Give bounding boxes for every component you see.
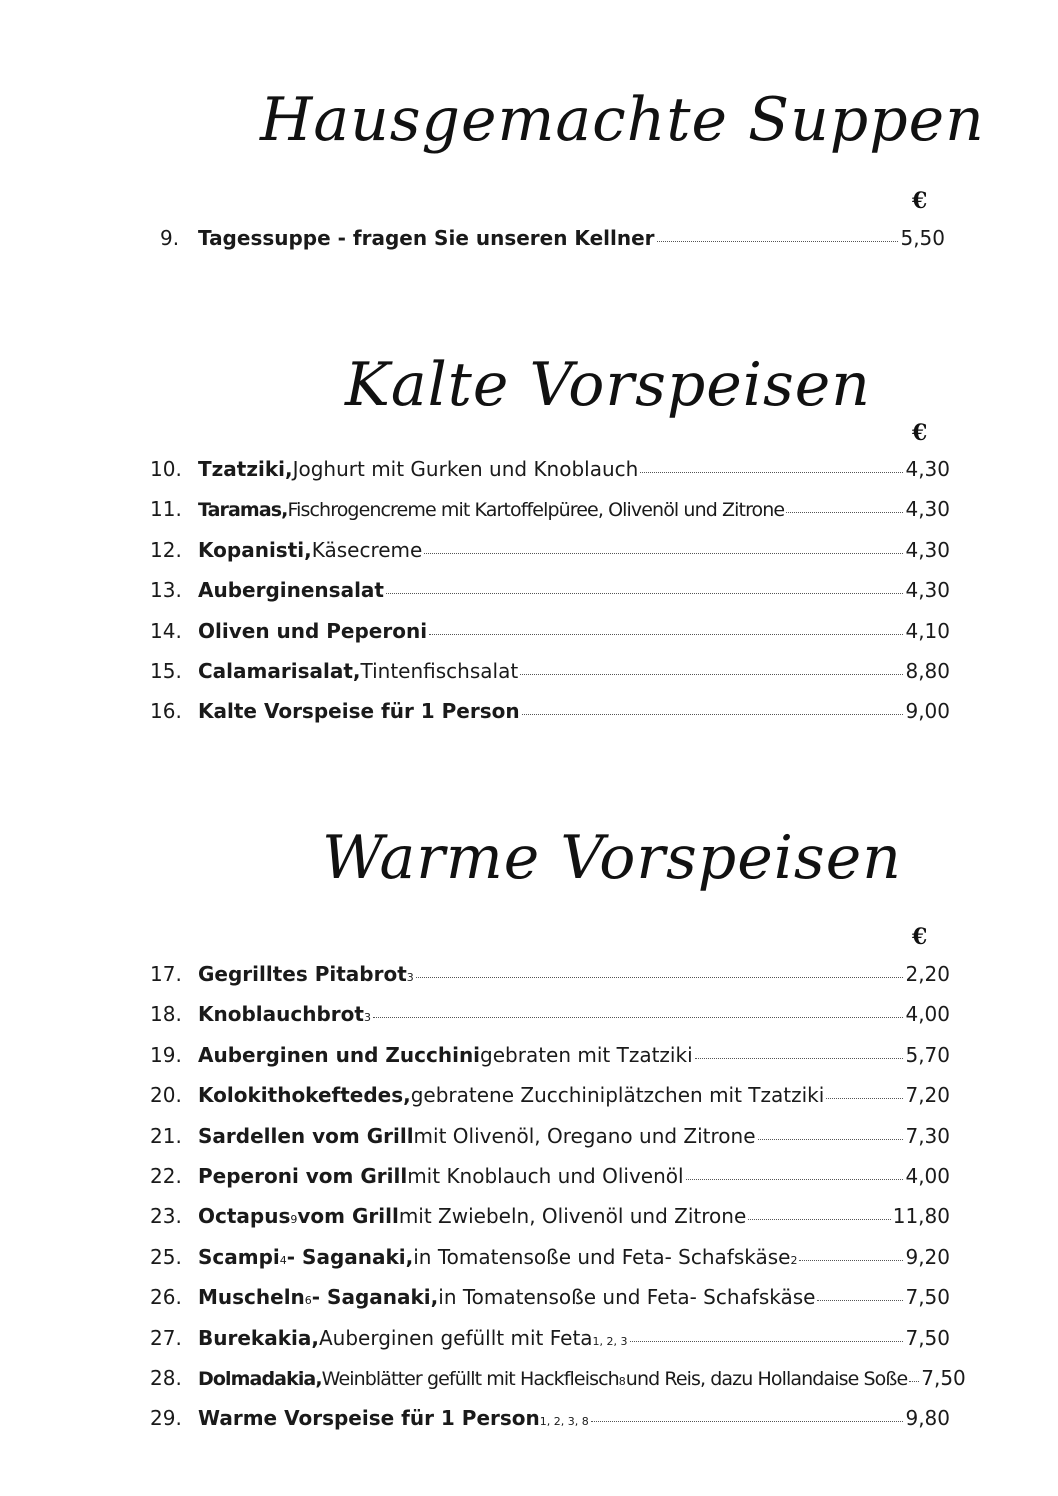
item-number: 15. [150, 658, 182, 683]
menu-item: 18. Knoblauchbrot 3 4,00 [150, 1002, 950, 1027]
item-price: 7,50 [921, 1365, 966, 1390]
item-name: Sardellen vom Grill [198, 1123, 414, 1148]
item-number: 21. [150, 1123, 182, 1148]
item-price: 8,80 [905, 658, 950, 683]
item-name: Oliven und Peperoni [198, 618, 428, 643]
dot-leader [695, 1058, 904, 1059]
section-title-warme: Warme Vorspeisen [322, 823, 902, 893]
menu-item: 26. Muscheln 6 - Saganaki, in Tomatensoße und Feta- Schafskäse 7,50 [150, 1285, 950, 1310]
item-price: 4,00 [905, 1002, 950, 1027]
item-description: Fischrogencreme mit Kartoffelpüree, Olivenöl und Zitrone [287, 499, 785, 522]
menu-item: 23. Octapus 9 vom Grill mit Zwiebeln, Olivenöl und Zitrone 11,80 [150, 1204, 950, 1229]
item-number: 20. [150, 1083, 182, 1108]
item-name: Calamarisalat, [198, 658, 361, 683]
item-description: Auberginen gefüllt mit Feta [318, 1325, 593, 1350]
dot-leader [429, 634, 903, 635]
dot-leader [758, 1139, 904, 1140]
item-description: mit Zwiebeln, Olivenöl und Zitrone [398, 1204, 747, 1229]
item-number: 12. [150, 537, 182, 562]
item-name: Gegrilltes Pitabrot [198, 962, 407, 986]
menu-item [150, 659, 950, 699]
menu-item [150, 1164, 950, 1204]
menu-item: 27. Burekakia, Auberginen gefüllt mit Feta 1, 2, 3 7,50 [150, 1325, 950, 1350]
item-description: Käsecreme [311, 537, 423, 562]
item-number: 29. [150, 1406, 182, 1431]
item-name: Knoblauchbrot [198, 1002, 364, 1027]
item-name-suffix: vom Grill [297, 1204, 399, 1229]
menu-item [150, 699, 950, 739]
item-price: 2,20 [905, 962, 950, 986]
item-name: Tagessuppe - fragen Sie unseren Kellner [198, 226, 655, 250]
dot-leader [786, 512, 903, 513]
item-description: mit Olivenöl, Oregano und Zitrone [413, 1123, 756, 1148]
currency-label: € [912, 924, 928, 950]
currency-label: € [912, 188, 928, 214]
dot-leader [520, 674, 903, 675]
item-name: Scampi [198, 1244, 280, 1269]
dot-leader [909, 1381, 919, 1382]
item-number: 18. [150, 1002, 182, 1027]
item-price: 7,50 [905, 1325, 950, 1350]
item-name: Dolmadakia, [198, 1367, 322, 1390]
item-description: Joghurt mit Gurken und Knoblauch [292, 457, 639, 481]
item-name: Peperoni vom Grill [198, 1163, 408, 1188]
item-price: 11,80 [892, 1204, 950, 1229]
item-name: Muscheln [198, 1285, 305, 1310]
item-price: 4,00 [905, 1163, 950, 1188]
item-price: 5,50 [900, 226, 945, 250]
currency-label: € [912, 420, 928, 446]
item-number: 22. [150, 1163, 182, 1188]
item-number: 13. [150, 578, 182, 603]
dot-leader [817, 1300, 903, 1301]
item-name: Kalte Vorspeise für 1 Person [198, 699, 520, 724]
dot-leader [386, 593, 903, 594]
section-title-kalte: Kalte Vorspeisen [345, 350, 871, 420]
dot-leader [686, 1179, 904, 1180]
item-name-suffix: - Saganaki, [286, 1244, 414, 1269]
item-name: Auberginen und Zucchini [198, 1042, 481, 1067]
menu-item: 17. Gegrilltes Pitabrot 3 2,20 [150, 962, 950, 986]
dot-leader [826, 1098, 903, 1099]
dot-leader [630, 1341, 904, 1342]
menu-item: 29. Warme Vorspeise für 1 Person 1, 2, 3, 8 9,80 [150, 1406, 950, 1431]
menu-item [150, 1043, 950, 1083]
dot-leader [424, 553, 903, 554]
item-description: gebraten mit Tzatziki [480, 1042, 693, 1067]
item-price: 4,30 [905, 457, 950, 481]
menu-item [150, 497, 950, 537]
item-price: 9,00 [905, 699, 950, 724]
menu-item [150, 619, 950, 659]
menu-item: 28. Dolmadakia, Weinblätter gefüllt mit Hackfleisch 8 und Reis, dazu Hollandaise Soße 7,50 [150, 1365, 966, 1390]
menu-item [150, 538, 950, 578]
item-number: 23. [150, 1204, 182, 1229]
menu-item: 25. Scampi 4 - Saganaki, in Tomatensoße und Feta- Schafskäse 2 9,20 [150, 1244, 950, 1269]
menu-list-warme [150, 962, 966, 1447]
item-description-cont: und Reis, dazu Hollandaise Soße [625, 1367, 908, 1390]
item-number: 17. [150, 962, 182, 986]
item-number: 25. [150, 1244, 182, 1269]
item-name: Kolokithokeftedes, [198, 1083, 411, 1108]
item-name-suffix: - Saganaki, [311, 1285, 439, 1310]
dot-leader [373, 1017, 904, 1018]
item-price: 4,30 [905, 578, 950, 603]
item-description: gebratene Zucchiniplätzchen mit Tzatziki [410, 1083, 825, 1108]
section-title-suppen: Hausgemachte Suppen [260, 85, 985, 155]
item-price: 7,20 [905, 1083, 950, 1108]
item-description: in Tomatensoße und Feta- Schafskäse [438, 1285, 816, 1310]
item-name: Taramas, [198, 499, 288, 522]
item-name: Warme Vorspeise für 1 Person [198, 1406, 540, 1431]
item-number: 19. [150, 1042, 182, 1067]
item-price: 9,80 [905, 1406, 950, 1431]
menu-item [160, 226, 945, 266]
item-price: 4,30 [905, 537, 950, 562]
item-price: 7,50 [905, 1285, 950, 1310]
item-price: 5,70 [905, 1042, 950, 1067]
dot-leader [640, 472, 903, 473]
item-number: 11. [150, 497, 182, 522]
item-number: 27. [150, 1325, 182, 1350]
item-number: 26. [150, 1285, 182, 1310]
dot-leader [748, 1219, 890, 1220]
item-name: Octapus [198, 1204, 291, 1229]
item-price: 9,20 [905, 1244, 950, 1269]
menu-item [150, 1124, 950, 1164]
item-price: 4,30 [905, 497, 950, 522]
dot-leader [657, 241, 899, 242]
item-description: mit Knoblauch und Olivenöl [407, 1163, 684, 1188]
item-description: Tintenfischsalat [360, 658, 519, 683]
item-number: 10. [150, 457, 182, 481]
menu-item [150, 1083, 950, 1123]
menu-item [150, 457, 950, 497]
menu-list-kalte [150, 457, 950, 740]
item-price: 4,10 [905, 618, 950, 643]
dot-leader [522, 714, 904, 715]
item-price: 7,30 [905, 1123, 950, 1148]
item-name: Kopanisti, [198, 537, 312, 562]
item-description: in Tomatensoße und Feta- Schafskäse [413, 1244, 791, 1269]
item-name: Tzatziki, [198, 457, 293, 481]
item-number: 14. [150, 618, 182, 643]
item-name: Auberginensalat [198, 578, 384, 603]
item-number: 28. [150, 1365, 182, 1390]
menu-list-suppen [160, 226, 945, 266]
dot-leader [591, 1421, 904, 1422]
item-name: Burekakia, [198, 1325, 319, 1350]
menu-item [150, 578, 950, 618]
dot-leader [799, 1260, 903, 1261]
item-number: 9. [160, 226, 180, 250]
item-description: Weinblätter gefüllt mit Hackfleisch [321, 1367, 619, 1390]
item-number: 16. [150, 699, 182, 724]
dot-leader [416, 977, 904, 978]
